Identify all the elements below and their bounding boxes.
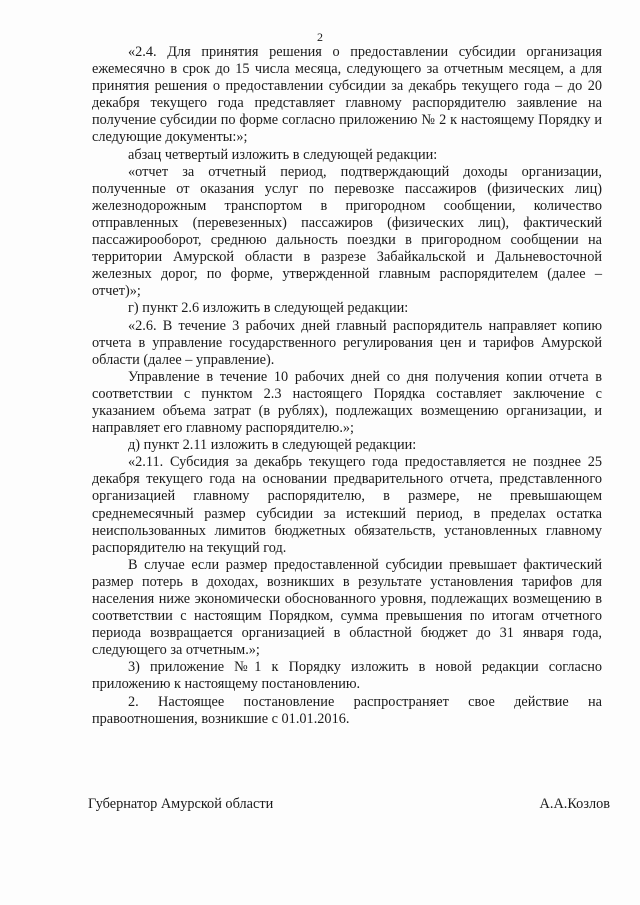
paragraph-abzac-4: абзац четвертый изложить в следующей редакции: <box>128 146 438 163</box>
paragraph-appendix: 3) приложение №1 к Порядку изложить в новой редакции согласно приложению к настоящему постановлению. <box>92 659 602 693</box>
paragraph-management: Управление в течение 10 рабочих дней со дня получения копии отчета в соответствии с пунктом 2.3 настоящего Порядка составляет заключение с указанием объема затрат (в рублях), подлежащих возмещению организации, и направляет его главному распорядителю.»; <box>92 368 602 437</box>
paragraph-report: «отчет за отчетный период, подтверждающий доходы организации, полученные от оказания услуг по перевозке пассажиров (физических лиц) железнодорожным транспортом в пригородном сообщении, количество отправленных (перевезенных) пассажиров (физических лиц), фактический пассажирооборот, среднюю дальность поездки в пригородном сообщении на территории Амурской области в разрезе Забайкальской и Дальневосточной железных дорог, по форме, утвержденной главным распорядителем (далее – отчет)»; <box>92 163 602 300</box>
paragraph-excess: В случае если размер предоставленной субсидии превышает фактический размер потерь в доходах, возникших в результате установления тарифов для населения ниже экономически обоснованного уровня, подлежащих возмещению в соответствии с настоящим Порядком, сумма превышения по итогам отчетного периода возвращается организацией в областной бюджет до 31 января года, следующего за отчетным.»; <box>92 556 602 659</box>
paragraph-2-6: «2.6. В течение 3 рабочих дней главный распорядитель направляет копию отчета в управление государственного регулирования цен и тарифов Амурской области (далее – управление). <box>92 317 602 368</box>
paragraph-item-d: д) пункт 2.11 изложить в следующей редакции: <box>128 437 417 454</box>
signature-name: А.А.Козлов <box>539 796 610 812</box>
paragraph-2-11: «2.11. Субсидия за декабрь текущего года предоставляется не позднее 25 декабря текущего года на основании предварительного отчета, представленного организацией главному распорядителю, в размере, не превышающем среднемесячный размер субсидии за истекший период, в пределах остатка неиспользованных лимитов бюджетных обязательств, установленных главному распорядителю на текущий год. <box>92 454 602 556</box>
signature-block <box>88 796 610 813</box>
paragraph-effect: 2. Настоящее постановление распространяет свое действие на правоотношения, возникшие с 01.01.2016. <box>92 693 602 727</box>
paragraph-item-g: г) пункт 2.6 изложить в следующей редакции: <box>128 300 409 317</box>
document-body <box>92 44 602 728</box>
page-number: 2 <box>317 30 323 44</box>
signature-title: Губернатор Амурской области <box>88 796 274 812</box>
paragraph-2-4: «2.4. Для принятия решения о предоставлении субсидии организация ежемесячно в срок до 15 числа месяца, следующего за отчетным месяцем, а для принятия решения о предоставлении субсидии за декабрь текущего года – до 20 декабря текущего года представляет главному распорядителю заявление на получение субсидии по форме согласно приложению № 2 к настоящему Порядку и следующие документы:»; <box>92 44 602 146</box>
